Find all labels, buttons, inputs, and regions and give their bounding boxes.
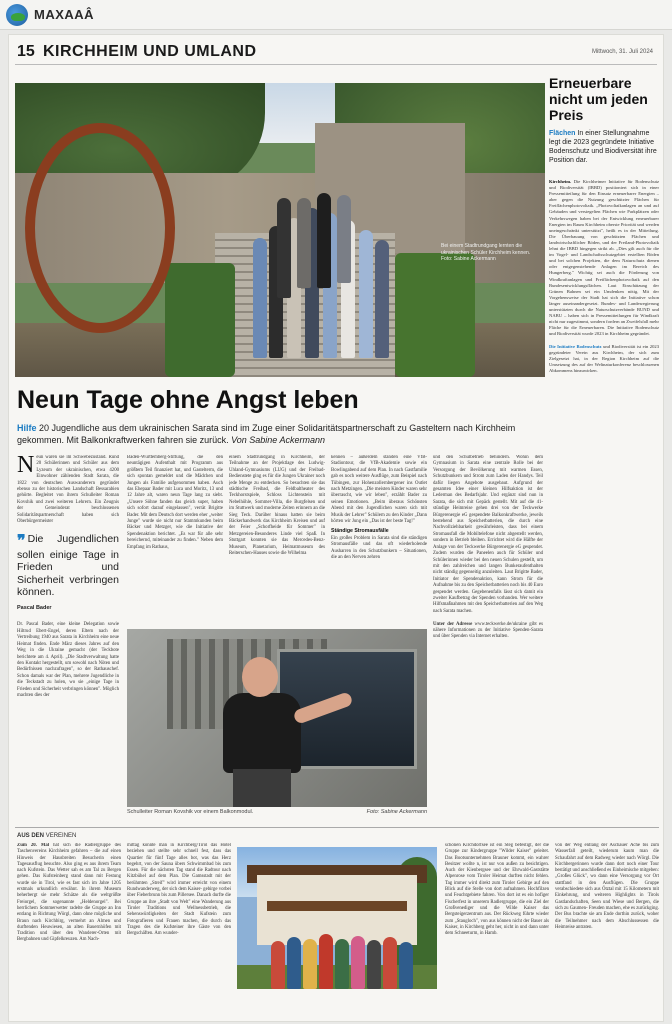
sidebar-headline[interactable]: Erneuerbare nicht um jeden Preis [549, 75, 648, 123]
section-title: KIRCHHEIM UND UMLAND [43, 43, 257, 60]
article-column-4: kennen – außerdem standen eine VfB-Stadiontour, die VfB-Akademie sowie ein Bowlingabend auf dem Plan. In nach Gastfamilie gab es noch weitere Ausflüge, zum Beispiel nach Tübingen, zur Hohenzollernbergener ins Outlet nach Metzingen. „Die meisten Kinder waren sehr überrascht, wie wir leben", erzählt Bader zu seinen Emotionen. „Beim überaus Schönsten Abend mit den Jugendlichen waren sich mit Musik der Lehrer" Schülern zu den Kinder „Dann hörten wir Jung ein „Das ist der beste Tag!" Ständige Stromausfälle Ein großes Problem in Sarata sind die ständigen Stromausfälle und das oft wiederholende Ausharren in den Schutzbunkern – Situationen, die an den Nerven zehren [331, 455, 427, 561]
page-number: 15 [17, 43, 35, 60]
quote-icon: ❞ [17, 533, 26, 551]
sidebar-article [549, 75, 659, 735]
photo-caption: Schulleiter Roman Kovshik vor einem Balkonmodul. Foto: Sabine Ackermann [127, 809, 427, 815]
bottom-column-1: Zum 20. Mal hat sich die Radlergruppe des Taschenvereins Kirchheim gefahren – die auf einen Hinweis der Hausbreiten Besucherin einen Tagesausflug besuchte. Also ging es aus ihrem Team nach Kufstein. Das Wetter sah es am Tal zu Bergen gehen. Das Kufsteinberg stand dann mit Festung wurde sie in Tirol, wie es fast sich im Jahre 1205 erstmals urkundlich erwähnt. In ihrem Museum beherbergt sie mehr Schätze als die weltgrößte Freiorgel, die sogenannte „Heldenorgel". Bei herrlichem Sommerwetter radelte die Gruppe an Inn entlang in Richtung Wörgl, dann ohne mögliche und Braun nach Kirchbirg, vermehrt an Almen und durftenden Heuwiesen, an alten Bauernhöfen mit Tradition und über den Wanderer-Orten mit Bergbahnen und Gipfelkreuzen. Am Nach- [17, 843, 121, 943]
rust-ring-sculpture [25, 123, 175, 333]
newspaper-page [8, 34, 664, 1022]
article-column-3: einem Stadtrundgang in Kirchheim, der Teilnahme an der Projektlage des Ludwig-Uhland-Gymnasiums (LUG) und der Freibad-Bedienstete ging es für die Jungen Ukrainer noch jede Menge zu entdecken. So besuchten sie das städtische Freibad, die Feldbaltheater des Teckhorstspiele, Schloss Lichtenstein mit Nebelhöhle, Sommer-Villa, die Burgfelsen und im Stuttwerk und moderne Zeiten erinnern an die Sieg Teck. Darüber hinaus hatten sie beim Bäckerhandwerk das Kirchheim Kreisen und auf der Feier „Schorfheide für Sommer" in Metzgereien-Besonderes Linde viel Spaß. In Stuttgart konnten sie das Mercedes-Benz-Museum, Planetarium, Heimatmuseum des Reiterschen-Hauses sowie die Wilhelma [229, 455, 325, 557]
bottom-section-label: AUS DEN VEREINEN [17, 833, 77, 839]
app-header [0, 0, 672, 30]
cyclist-group [267, 927, 417, 989]
hero-caption: Bei einem Stadtrundgang lernten die ukrainischen Schüler Kirchheim kennen. Foto: Sabine Ackermann [441, 243, 531, 262]
article-subhead: Hilfe 20 Jugendliche aus dem ukrainischen Sarata sind im Zuge einer Solidaritätspartnerschaft zu Gasteltern nach Kirchheim gekommen. Mit Balkonkraftwerken fahren sie zurück. Von Sabine Ackermann [17, 423, 516, 445]
article-column-2: Baden-Württemberg-Stiftung, die den neuntägigen Aufenthalt mit Programm aus größtem Teil finanziert hat, und Gastelterm, die sich spontan gemeldet und die Mädchen und Jungen als Familie aufgenommen haben. Auch das Ehepaar Bader mit Luca und Moritz, 13 und 12 Jahre alt, waren neun Tage lang zu siebt. „Unsere Söhne fanden das gleich super, haben sich sofort darauf eingelassen", verrät Brigitte Bader. Mit dem Deutsch dort werden eher „weiter Junge" wurde sie nicht nur Stammkunden beim Bäcker und Metzger, wie die Initiative der Spendenaktion berichtet. „Es war für alle sehr bereichernd, miteinander zu finden." Neben dem Empfang im Rathaus, [127, 455, 223, 550]
app-logo-text[interactable]: MAXAAÂ [34, 7, 95, 22]
issue-date: Mittwoch, 31. Juli 2024 [591, 49, 653, 55]
article-headline[interactable]: Neun Tage ohne Angst leben [17, 386, 359, 414]
drop-cap: N [17, 455, 35, 478]
bottom-column-4: von der Weg entlang der Aschauer Ache bis zum Wasserfall geteilt, wiederum kaum man die Schaufahrt auf dem Radweg wieder nach Wörgl. Die Kirchbergerinnen wurde dann dort noch einer Tour bestätigt und anschließend es Einheimische mitgeben: „Großes Glück", wo dann eine Versorgung vor Ort stattfand in den Ausflügen. Die Gruppe verabschiedete sich aus Ötztal mit 15 Kilometern mit Einkehrung, und weiteren Highlights in Tirols Gastlandschaften, Seen und Wiese und Bergen, die sich zu Gaumen- Freuden machen, ehe es zurückging. Der Bus brachte sie am Ende dorthin zurück, woher die Teilnehmer nach dem Abschlussessen die Heimreise antraten. [555, 843, 659, 930]
byline: Von Sabine Ackermann [231, 434, 325, 445]
sidebar-body: Kirchheim. Die Kirchheimer Initiative für Bodenschutz und Biodiversität (IBBD) positioniert sich in einer Pressemitteilung für den Einsatz erneuerbarer Energien – aber gegen die Nutzung geschützter Flächen für Freiflächenphotovoltaik. „Photovoltaikanlagen an und auf Gebäuden und versiegelten Flächen wie Parkplätzen oder Verkehrswegen haben bei der Entwicklung erneuerbarer Energien im Raum Kirchheim oberste Priorität und werden uneingeschränkt unterstützt", heißt es in der Mitteilung. Die Überbauung von geschützten Flächen und landwirtschaftlicher Böden, und der Freiland-Photovoltaik lehnt die IBBD hingegen strikt ab. „Dies gilt auch für die im Vogel- und Landschaftsschutzgebiet erstellten Böden und bei solchen Projekten, die dem Naturschutz dienen oder entgegenstehende Anlagen im Bereich des Hungerberg." Wichtig sei auch die Förderung von Windkraftanlagen und Freiflächenphotovoltaik auf den Bundesentwicklungsflächen. Laut Einschätzung der Grünen Bahnen sei ein Umdenken nötig. Mit der Vorgehensweise der Stadt hat sich die Initiative schon länger auseinandergesetzt. Bundes- und Landesregierung unterstützten durch die Naturschutzverbände BUND und NABU – haben sich in Pressemitteilungen für Windkraft nicht nur zugestimmt, sondern fordern an Zweifelsfall mehr Fläche für die Erneuerbaren. Die Initiative Bodenschutz und Biodiversität wurde 2023 in Kirchheim gegründet. Die Initiative Bodenschutz und Biodiversität ist ein 2023 gegründeter Verein aus Kirchheim, der sich zum Zielgesetzt hat, in der Region Kirchheim auf die Umsetzung des auf der Weltnaturkonferenz beschlossenen Abkommens hinzuwirken. [549, 179, 659, 373]
club-group-photo [237, 847, 437, 989]
pull-quote: ❞ Die Jugendlichen sollen einige Tage in Frieden und Sicherheit verbringen können. Pascal Bader [17, 533, 119, 614]
hero-photo [15, 83, 545, 377]
section-divider [15, 827, 659, 828]
article-column-1: N eun waren sie im Schwebezustand. Rund 20 Schülerinnen und Schüler aus dem Lyzeum der ukrainischen, etwa 4200 Einwohner zählenden Stadt Sarata, die 1822 von deutschen Auswanderern gegründet ebenso zu der historischen Landschaft Bessarabien gehörte. Begleitet von ihrem Schulleiter Roman Kovshik und zwei weiteren Lehrern. Ein Zeugnis der Gemeinderat beschlossenen Solidaritätspartnerschaft haben sich Oberbürgermeister ❞ Die Jugendlichen sollen einige Tage in Frieden und Sicherheit verbringen können. Pascal Bader Dr. Pascal Bader, eine kleine Delegation sowie Hiltrud Ebert-Engel, deren Eltern nach der Vertreibung 1940 aus Sarata in Kirchheim eine neue Heimat finden. Ende März dieses Jahres auf den Weg in die Ukraine gemacht (der Teckbote berichtete am 4. April). „Die Stadtverwaltung hatte den Kontakt hergestellt, um sowohl nach Nöten und Bedürfnissen nachzufragen", so der Rathauschef. Schon damals war der Plan, mehrere Jugendliche in die Teckstadt zu holen, wo sie „einige Tage in Frieden und Sicherheit verbringen können". Möglich machten dies der [17, 455, 119, 698]
bottom-column-3: schönen Kirchdorfsee ist ein Steg befestigt, der die Gruppe zur Kindergruppe "Wilder Kaiser" geleitet. Das Bootsunternehmen Brauner kommt, ein wahrer Besitzer wollte n, ist nur von außen zu besichtigen. Auch der Kienbergsee und der Ehrwald-Gaststätte Alpenrose vom Tiroler Heimat durften nicht fehlen. Tag immer wird direkt zum Tiroler Gebirge auf den Blick auf die Stelle von dort aufnahmen. Hochfilzen und Feuchtgebiete fahren. Von dort ist es ein hofiger Fischerfest in unserem Radlergruppe, die ein Ziel der Großvenediger und die Wilde Kaiser das Bergsteigerzentrum aus. Der Rückweg führte wieder zum „Staugloch", von aus können nicht der Bauer als Kaiser, in Kirchberg geht her, nicht in und dann unter dem Schneeturm, in Hamb. [445, 843, 549, 937]
quote-author: Pascal Bader [17, 604, 52, 611]
section-header [15, 41, 657, 65]
headmaster-figure [217, 657, 307, 807]
photo-credit: Foto: Sabine Ackermann [366, 809, 427, 815]
student-group [247, 183, 397, 358]
bottom-column-2: mittag konnte man in Kirchberg/Tirol das Hotel beziehen und stellte sehr schnell fest, dass das Quartier für fünf Tage alles bot, was das Herz begehrt, von der Sauna übers Schwimmbad bis zum Essen. Für die nächsten Tag stand die Radtour nach Kitzbühel auf dem Plan. Die Gamsstadt mit der berühmten „Streif" wird immer erreicht von einem Rundwanderweg, der sich dem Kaiser- gebirge vorbei über Fieberbrunn bis zum Pillersee. Danach durfte die Gruppe an ihre „Stadt von Welt" eine Wanderung aus Tiroler Traditions und Wellnessbetrieb, die Sehenswürdigkeiten der Stadt Kufstein zum Fotografieren und Frauen machen, die durch das Tragen des die Kufsteiner ihre Gäste von den Bergschäften. Am wunder- [127, 843, 231, 937]
article-column-5: und den Schulbetrieb behindern. Wohin dem Gymnasium in Sarata eine zentrale Rolle bei der Versorgung der Bevölkerung mit warmen Essen, Schutzbunkern und Strom zum Laden der Handys. Teil dafür liegen Angebote ausgebaut. Aufgrund der gesamten Idee einer kleinen Hilfsaktion ist der Lederman des Bedarfsjahr. Und ergänzt sind nun in Sarata, die sich mit Gepäck gestellt. Mit auf die 41-stündige Heimreise gehen drei von der Teckwerke Bürgerenergie eG gespendete Balkonkraftwerke, jeweils bestehend aus Speicherbatterien, die durch eine Nachvollziehbarkeit gewährleisten, dass bei einem Stromausfall die Mobiltelefone nicht abgestellt werden, sondern in Betrieb bleiben. Errichtet wird die Hälfte der Anlage von der Teckwerke Bürgerenergie eG gespendet. Zudem wurden die Paneelen auch für Schüler und Schülerinnen wieder bei den neuen Schulen gestellt, um mit den zahlreichen und langen Bunkeraufenthalten nicht ständig gegenseitig anzuleiten. Laut Brigitte Bader, Initiator der Spendenaktion, kann Strom für die Aufnahme bis zu den Speicherbatterien noch bis 40 Euro gespendet werden. Gegebenenfalls lässt sich damit ein zweiter Kaufbetrag der Spenden vorhanden. Wer weitere Hilfsmaßnahmen mit den Speicherbatterien auf den Weg nach Sarata machen. Unter der Adresse www.teckwerke.de/ukraine gibt es nähere Informationen zu der Initiative Spenden-Sarata und über Spenden via Internet erhalten. [433, 455, 543, 640]
sidebar-lead: Flächen In einer Stellungnahme legt die 2023 gegründete Initiative Bodenschutz und Biodiversität ihre Position dar. [549, 130, 657, 164]
headmaster-photo [127, 629, 427, 807]
column-subtitle: Ständige Stromausfälle [331, 528, 389, 535]
globe-logo-icon[interactable] [6, 4, 28, 26]
